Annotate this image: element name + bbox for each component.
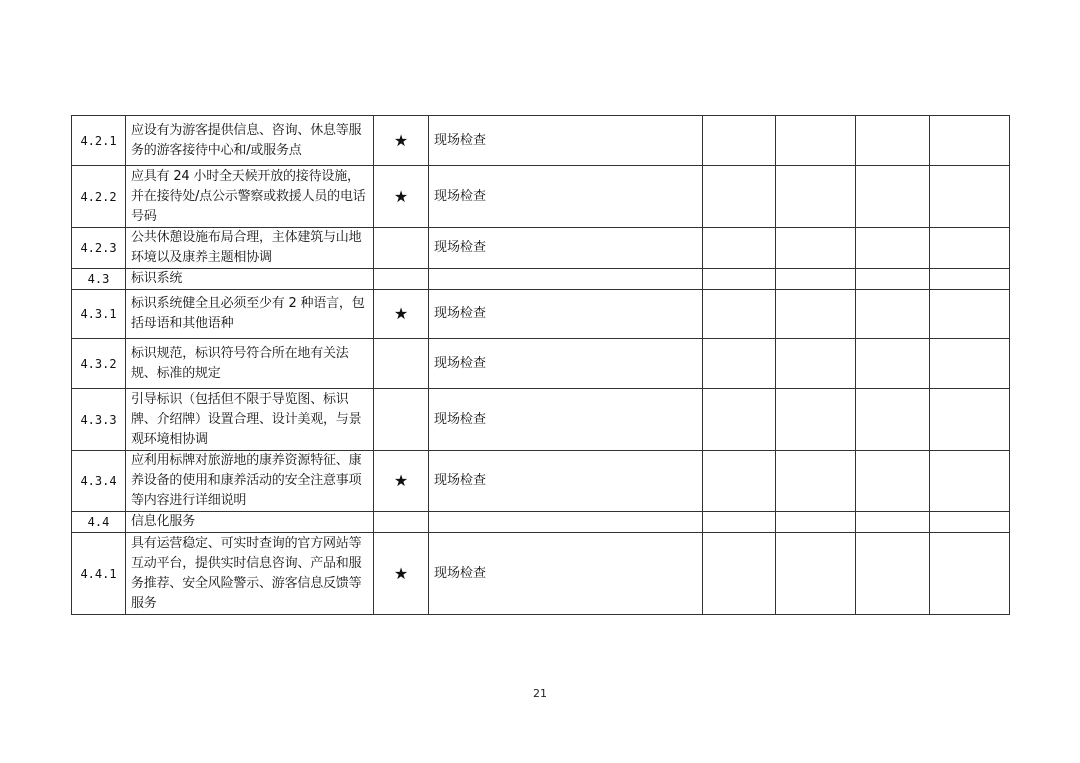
empty-score-cell: [930, 389, 1010, 451]
inspection-method: 现场检查: [429, 389, 703, 451]
empty-score-cell: [930, 116, 1010, 166]
table-row section-row: [72, 269, 1010, 290]
requirement-text: 标识系统健全且必须至少有 2 种语言，包括母语和其他语种: [126, 290, 374, 339]
inspection-method: 现场检查: [429, 166, 703, 228]
empty-score-cell: [703, 116, 776, 166]
section-number: 4.4: [72, 512, 126, 533]
empty-score-cell: [703, 290, 776, 339]
inspection-method: 现场检查: [429, 339, 703, 389]
table-row: [72, 451, 1010, 512]
empty-score-cell: [856, 166, 930, 228]
empty-score-cell: [703, 451, 776, 512]
empty-score-cell: [776, 389, 856, 451]
table-row: [72, 166, 1010, 228]
empty-score-cell: [703, 228, 776, 269]
table-row: [72, 339, 1010, 389]
table-row: [72, 228, 1010, 269]
item-number: 4.2.3: [72, 228, 126, 269]
table-row: [72, 533, 1010, 615]
section-title: 标识系统: [126, 269, 374, 290]
inspection-method: 现场检查: [429, 290, 703, 339]
empty-score-cell: [776, 451, 856, 512]
star-icon: [374, 269, 429, 290]
empty-score-cell: [930, 339, 1010, 389]
page-number: 21: [533, 687, 547, 700]
table-row: [72, 116, 1010, 166]
empty-score-cell: [776, 290, 856, 339]
inspection-method: [429, 269, 703, 290]
requirement-text: 应设有为游客提供信息、咨询、休息等服务的游客接待中心和/或服务点: [126, 116, 374, 166]
star-icon: [374, 228, 429, 269]
requirement-text: 应利用标牌对旅游地的康养资源特征、康养设备的使用和康养活动的安全注意事项等内容进行详细说明: [126, 451, 374, 512]
empty-score-cell: [703, 269, 776, 290]
item-number: 4.3.4: [72, 451, 126, 512]
empty-score-cell: [856, 290, 930, 339]
section-number: 4.3: [72, 269, 126, 290]
empty-score-cell: [930, 290, 1010, 339]
empty-score-cell: [703, 533, 776, 615]
item-number: 4.2.1: [72, 116, 126, 166]
empty-score-cell: [930, 228, 1010, 269]
empty-score-cell: [930, 269, 1010, 290]
empty-score-cell: [776, 116, 856, 166]
empty-score-cell: [703, 166, 776, 228]
table-row: [72, 290, 1010, 339]
inspection-method: 现场检查: [429, 116, 703, 166]
empty-score-cell: [776, 269, 856, 290]
inspection-method: 现场检查: [429, 451, 703, 512]
empty-score-cell: [856, 533, 930, 615]
empty-score-cell: [703, 339, 776, 389]
star-icon: ★: [374, 451, 429, 512]
item-number: 4.3.2: [72, 339, 126, 389]
requirement-text: 标识规范，标识符号符合所在地有关法规、标准的规定: [126, 339, 374, 389]
section-title: 信息化服务: [126, 512, 374, 533]
table-row section-row: [72, 512, 1010, 533]
inspection-method: 现场检查: [429, 533, 703, 615]
empty-score-cell: [930, 512, 1010, 533]
empty-score-cell: [776, 512, 856, 533]
star-icon: [374, 339, 429, 389]
empty-score-cell: [856, 389, 930, 451]
table-row: [72, 389, 1010, 451]
inspection-method: [429, 512, 703, 533]
item-number: 4.3.3: [72, 389, 126, 451]
item-number: 4.4.1: [72, 533, 126, 615]
evaluation-table: [71, 115, 1010, 615]
star-icon: ★: [374, 166, 429, 228]
star-icon: ★: [374, 533, 429, 615]
empty-score-cell: [776, 228, 856, 269]
star-icon: [374, 389, 429, 451]
empty-score-cell: [856, 339, 930, 389]
empty-score-cell: [703, 512, 776, 533]
inspection-method: 现场检查: [429, 228, 703, 269]
empty-score-cell: [856, 451, 930, 512]
empty-score-cell: [703, 389, 776, 451]
item-number: 4.3.1: [72, 290, 126, 339]
empty-score-cell: [856, 228, 930, 269]
requirement-text: 应具有 24 小时全天候开放的接待设施，并在接待处/点公示警察或救援人员的电话号码: [126, 166, 374, 228]
star-icon: [374, 512, 429, 533]
star-icon: ★: [374, 116, 429, 166]
requirement-text: 公共休憩设施布局合理，主体建筑与山地环境以及康养主题相协调: [126, 228, 374, 269]
empty-score-cell: [856, 269, 930, 290]
empty-score-cell: [776, 166, 856, 228]
empty-score-cell: [856, 116, 930, 166]
star-icon: ★: [374, 290, 429, 339]
empty-score-cell: [930, 533, 1010, 615]
requirement-text: 具有运营稳定、可实时查询的官方网站等互动平台，提供实时信息咨询、产品和服务推荐、安全风险警示、游客信息反馈等服务: [126, 533, 374, 615]
table-body: [72, 116, 1010, 615]
requirement-text: 引导标识（包括但不限于导览图、标识牌、介绍牌）设置合理、设计美观，与景观环境相协调: [126, 389, 374, 451]
empty-score-cell: [856, 512, 930, 533]
item-number: 4.2.2: [72, 166, 126, 228]
empty-score-cell: [776, 339, 856, 389]
empty-score-cell: [776, 533, 856, 615]
empty-score-cell: [930, 451, 1010, 512]
empty-score-cell: [930, 166, 1010, 228]
